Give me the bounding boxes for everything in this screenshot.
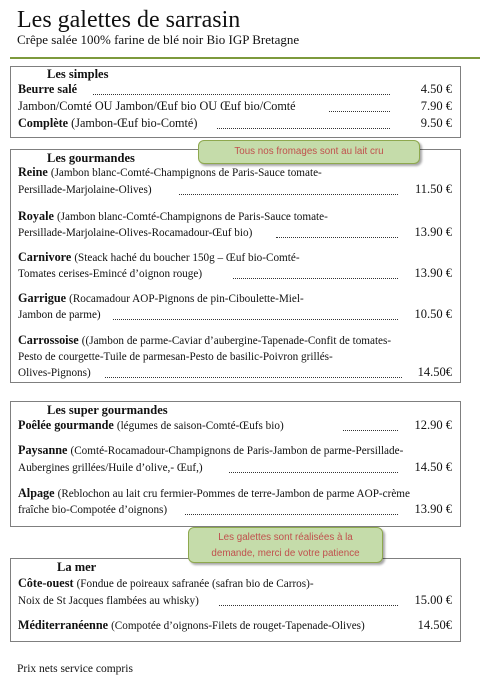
item-description: Jambon de parme) xyxy=(18,309,101,321)
item-price: 13.90 € xyxy=(414,225,452,239)
leader-dots xyxy=(219,605,398,606)
title-rule xyxy=(10,57,480,59)
note-fromages: Tous nos fromages sont au lait cru xyxy=(198,140,420,164)
leader-dots xyxy=(93,94,390,95)
menu-item-mediterraneenne: Méditerranéenne (Compotée d’oignons-Filets de rouget-Tapenade-Olives) xyxy=(18,618,365,632)
item-description: fraîche bio-Compotée d’oignons) xyxy=(18,504,168,516)
menu-item-cote-ouest: Côte-ouest (Fondue de poireaux safranée (safran bio de Carros)- xyxy=(18,576,314,590)
section-title: Les simples xyxy=(47,67,109,81)
section-title: Les gourmandes xyxy=(47,151,135,165)
leader-dots xyxy=(113,319,398,320)
leader-dots xyxy=(233,278,398,279)
item-price: 7.90 € xyxy=(420,99,452,113)
item-price: 12.90 € xyxy=(414,418,452,432)
section-simples xyxy=(10,66,461,138)
item-price: 10.50 € xyxy=(414,307,452,321)
leader-dots xyxy=(329,111,390,112)
leader-dots xyxy=(105,377,402,378)
item-price: 15.00 € xyxy=(414,593,452,607)
leader-dots xyxy=(179,194,398,195)
menu-item-reine: Reine (Jambon blanc-Comté-Champignons de Paris-Sauce tomate- xyxy=(18,165,322,179)
item-description: Persillade-Marjolaine-Olives-Rocamadour-Œuf bio) xyxy=(18,227,253,239)
leader-dots xyxy=(185,514,398,515)
section-title: Les super gourmandes xyxy=(47,403,168,417)
leader-dots xyxy=(276,237,398,238)
item-description: Pesto de courgette-Tuile de parmesan-Pesto de basilic-Poivron grillés- xyxy=(18,351,333,363)
page-subtitle: Crêpe salée 100% farine de blé noir Bio IGP Bretagne xyxy=(17,32,300,47)
item-description: Olives-Pignons) xyxy=(18,367,91,379)
item-description: Aubergines grillées/Huile d’olive,- Œuf,) xyxy=(18,462,203,474)
page-title: Les galettes de sarrasin xyxy=(17,7,241,33)
note-patience: Les galettes sont réalisées à la demande, merci de votre patience xyxy=(188,527,383,563)
menu-item-alpage: Alpage (Reblochon au lait cru fermier-Pommes de terre-Jambon de parme AOP-crème xyxy=(18,486,410,500)
item-price: 4.50 € xyxy=(420,82,452,96)
section-gourmandes xyxy=(10,149,461,383)
item-description: Tomates cerises-Emincé d’oignon rouge) xyxy=(18,268,203,280)
menu-item-royale: Royale (Jambon blanc-Comté-Champignons de Paris-Sauce tomate- xyxy=(18,209,328,223)
item-description: Persillade-Marjolaine-Olives) xyxy=(18,184,152,196)
item-price: 9.50 € xyxy=(420,116,452,130)
menu-item-carnivore: Carnivore (Steack haché du boucher 150g – Œuf bio-Comté- xyxy=(18,250,300,264)
menu-item-beurre-sale: Beurre salé xyxy=(18,82,78,96)
footer-note: Prix nets service compris xyxy=(17,663,133,675)
leader-dots xyxy=(217,128,390,129)
menu-item-paysanne: Paysanne (Comté-Rocamadour-Champignons de Paris-Jambon de parme-Persillade- xyxy=(18,443,404,457)
menu-item-poelee-gourmande: Poêlée gourmande (légumes de saison-Comté-Œufs bio) xyxy=(18,418,284,432)
leader-dots xyxy=(343,430,398,431)
item-price: 13.90 € xyxy=(414,502,452,516)
menu-item-complete: Complète (Jambon-Œuf bio-Comté) xyxy=(18,116,198,130)
item-price: 14.50€ xyxy=(417,618,452,632)
menu-item-jambon-comte: Jambon/Comté OU Jambon/Œuf bio OU Œuf bio/Comté xyxy=(18,99,296,113)
leader-dots xyxy=(229,472,398,473)
menu-item-garrigue: Garrigue (Rocamadour AOP-Pignons de pin-Ciboulette-Miel- xyxy=(18,291,304,305)
section-super-gourmandes xyxy=(10,401,461,527)
item-price: 11.50 € xyxy=(414,182,452,196)
menu-item-carrossoise: Carrossoise ((Jambon de parme-Caviar d’aubergine-Tapenade-Confit de tomates- xyxy=(18,333,392,347)
item-price: 14.50€ xyxy=(417,365,452,379)
item-description: Noix de St Jacques flambées au whisky) xyxy=(18,595,199,607)
item-price: 14.50 € xyxy=(414,460,452,474)
section-title: La mer xyxy=(57,560,97,574)
item-price: 13.90 € xyxy=(414,266,452,280)
section-la-mer xyxy=(10,558,461,642)
